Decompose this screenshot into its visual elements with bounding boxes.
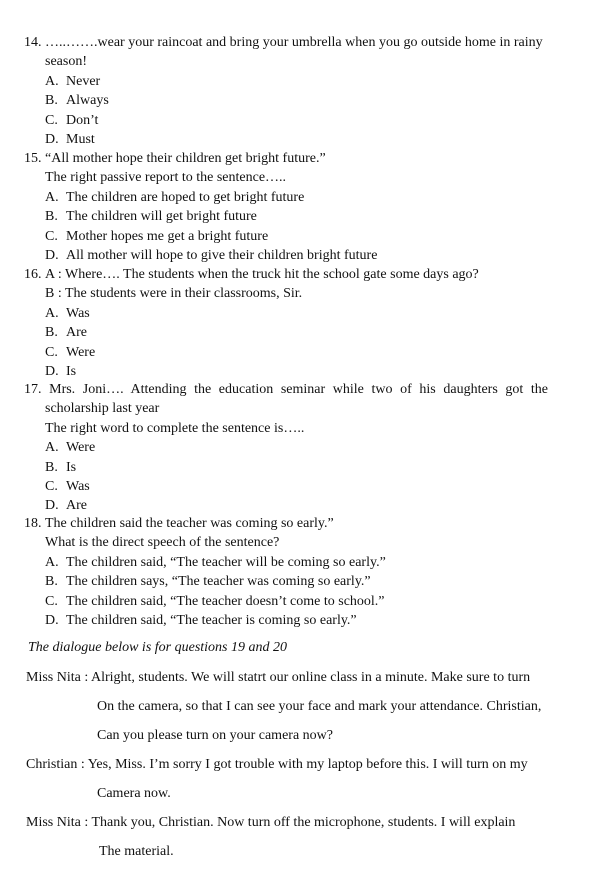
option-letter: D. [45, 247, 59, 263]
option-letter: D. [45, 131, 59, 147]
question-prompt: The right word to complete the sentence is….. [45, 420, 305, 436]
option-a[interactable] [24, 188, 548, 207]
option-letter: A. [45, 305, 59, 321]
option-text: Don’t [66, 112, 99, 128]
option-text: Must [66, 131, 95, 147]
option-c[interactable] [24, 592, 548, 611]
question-stem: “All mother hope their children get bright future.” [45, 151, 326, 166]
question-15 [24, 149, 548, 265]
dialogue-turn-1 [26, 668, 548, 688]
option-a[interactable] [24, 438, 548, 457]
option-c[interactable] [24, 343, 548, 362]
dialogue-turn-3 [26, 813, 548, 833]
option-text: Are [66, 498, 87, 514]
option-text: Was [66, 305, 90, 321]
option-letter: A. [45, 73, 59, 89]
question-stem: B : The students were in their classrooms, Sir. [45, 286, 303, 302]
option-c[interactable] [24, 477, 548, 496]
question-number: 15. [24, 151, 42, 166]
option-b[interactable] [24, 91, 548, 110]
question-18 [24, 514, 548, 630]
question-16 [24, 265, 548, 381]
dialogue-line: Camera now. [97, 786, 171, 801]
question-stem: The children said the teacher was coming so early.” [45, 516, 334, 531]
speaker-label: Miss Nita : [26, 815, 89, 830]
question-stem: season! [45, 54, 87, 70]
option-text: Were [66, 440, 96, 456]
option-letter: C. [45, 344, 58, 360]
option-letter: A. [45, 440, 59, 456]
dialogue-line: Thank you, Christian. Now turn off the microphone, students. I will explain [91, 815, 516, 830]
speaker-label: Christian : [26, 757, 85, 772]
option-letter: C. [45, 593, 58, 609]
option-letter: B. [45, 459, 58, 475]
option-b[interactable] [24, 458, 548, 477]
question-stem: scholarship last year [45, 401, 160, 417]
option-d[interactable] [24, 496, 548, 515]
option-letter: B. [45, 209, 58, 225]
question-number: 16. [24, 267, 42, 282]
question-number: 14. [24, 35, 42, 50]
option-letter: B. [45, 574, 58, 590]
option-text: Is [66, 363, 77, 379]
option-text: The children are hoped to get bright future [66, 189, 305, 205]
option-text: Mother hopes me get a bright future [66, 228, 269, 244]
dialogue-line: Yes, Miss. I’m sorry I got trouble with my laptop before this. I will turn on my [87, 757, 528, 772]
option-d[interactable] [24, 246, 548, 265]
option-letter: B. [45, 93, 58, 109]
option-text: Was [66, 478, 90, 494]
option-c[interactable] [24, 111, 548, 130]
option-letter: C. [45, 228, 58, 244]
question-stem: What is the direct speech of the sentence? [45, 535, 280, 551]
option-b[interactable] [24, 207, 548, 226]
option-letter: D. [45, 363, 59, 379]
option-letter: D. [45, 498, 59, 514]
option-letter: B. [45, 325, 58, 341]
option-text: All mother will hope to give their children bright future [66, 247, 378, 263]
dialogue-heading: The dialogue below is for questions 19 and 20 [28, 640, 287, 655]
question-stem: …..…….wear your raincoat and bring your umbrella when you go outside home in rainy [45, 35, 543, 50]
option-c[interactable] [24, 227, 548, 246]
option-d[interactable] [24, 362, 548, 381]
option-d[interactable] [24, 611, 548, 630]
speaker-label: Miss Nita : [26, 670, 89, 685]
question-stem-line [24, 380, 548, 399]
question-stem: The right passive report to the sentence….. [45, 170, 287, 186]
option-text: Are [66, 325, 87, 341]
dialogue-line: The material. [99, 844, 174, 859]
question-number: 18. [24, 516, 42, 531]
option-letter: A. [45, 189, 59, 205]
option-text: Is [66, 459, 77, 475]
option-text: The children said, “The teacher doesn’t come to school.” [66, 593, 385, 609]
option-letter: A. [45, 554, 59, 570]
option-d[interactable] [24, 130, 548, 149]
option-letter: C. [45, 112, 58, 128]
dialogue-line: On the camera, so that I can see your face and mark your attendance. Christian, [97, 699, 542, 714]
option-letter: C. [45, 478, 58, 494]
dialogue-line: Can you please turn on your camera now? [97, 728, 333, 743]
question-stem: Mrs. Joni…. Attending the education seminar while two of his daughters got the [49, 382, 549, 397]
option-text: The children said, “The teacher will be coming so early.” [66, 554, 386, 570]
option-letter: D. [45, 612, 59, 628]
dialogue-turn-2 [26, 755, 548, 775]
question-number: 17. [24, 382, 42, 397]
option-text: Never [66, 73, 101, 89]
question-14 [24, 33, 548, 149]
option-a[interactable] [24, 553, 548, 572]
option-text: The children will get bright future [66, 209, 257, 225]
option-b[interactable] [24, 323, 548, 342]
question-stem: A : Where…. The students when the truck hit the school gate some days ago? [45, 267, 479, 282]
option-text: The children said, “The teacher is coming so early.” [66, 612, 357, 628]
dialogue-line: Alright, students. We will statrt our online class in a minute. Make sure to turn [90, 670, 531, 685]
option-a[interactable] [24, 72, 548, 91]
option-b[interactable] [24, 572, 548, 591]
question-17 [24, 380, 548, 516]
option-a[interactable] [24, 304, 548, 323]
option-text: Always [66, 93, 109, 109]
option-text: Were [66, 344, 96, 360]
option-text: The children says, “The teacher was coming so early.” [66, 574, 371, 590]
